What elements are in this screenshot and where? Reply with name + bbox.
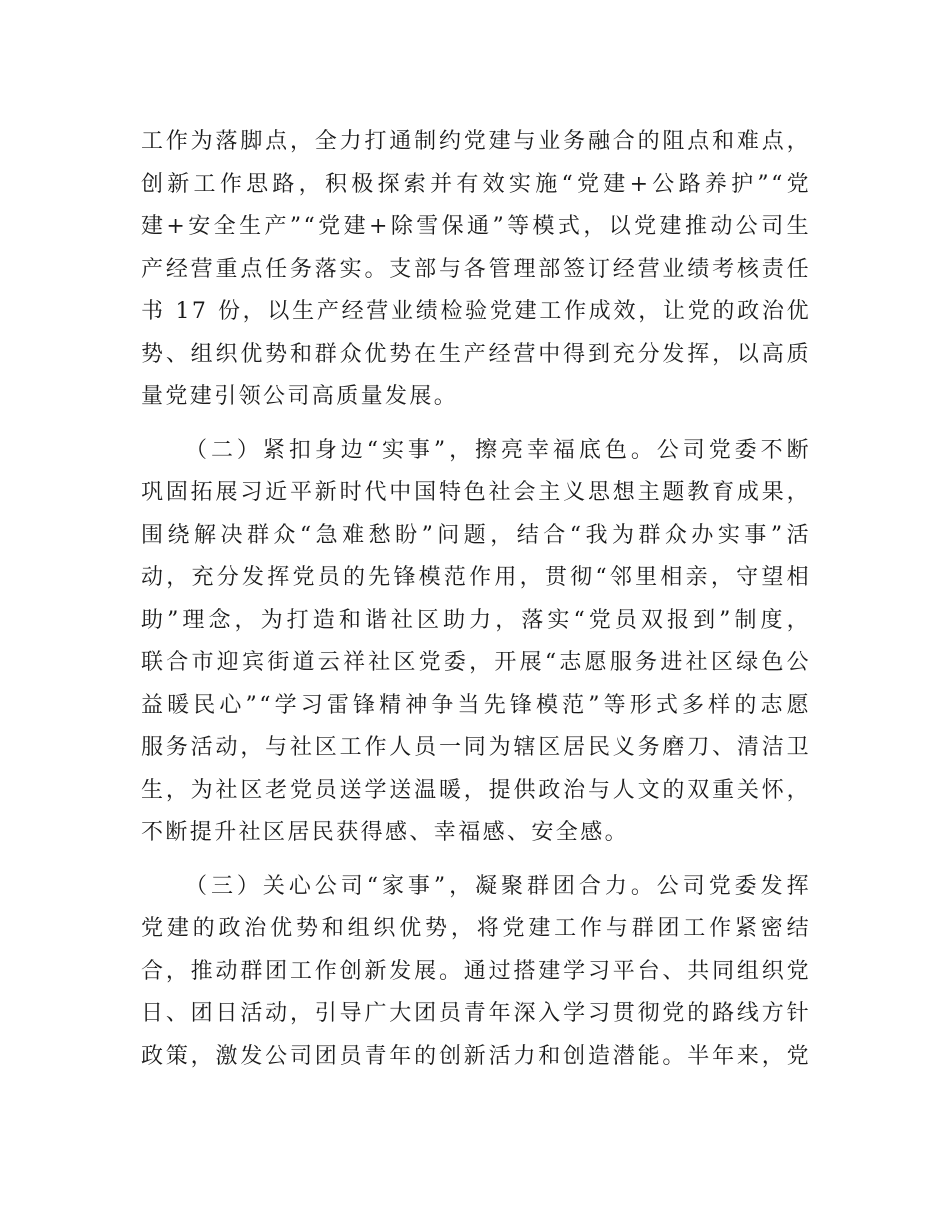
text-line: 党建的政治优势和组织优势，将党建工作与群团工作紧密结 xyxy=(141,916,811,941)
text-line: 日、团日活动，引导广大团员青年深入学习贯彻党的路线方针 xyxy=(141,1001,811,1026)
text-line: 工作为落脚点，全力打通制约党建与业务融合的阻点和难点， xyxy=(141,129,811,154)
paragraph-section-three xyxy=(141,866,811,1079)
text-line: 合，推动群团工作创新发展。通过搭建学习平台、共同组织党 xyxy=(141,958,811,984)
text-line: 助”理念，为打造和谐社区助力，落实“党员双报到”制度， xyxy=(141,607,811,633)
text-line: 不断提升社区居民获得感、幸福感、安全感。 xyxy=(141,820,630,845)
paragraph-spacing xyxy=(141,855,811,866)
paragraph-section-two xyxy=(141,430,811,855)
text-line: （三）关心公司“家事”，凝聚群团合力。公司党委发挥 xyxy=(185,873,811,899)
text-line: 书 17 份，以生产经营业绩检验党建工作成效，让党的政治优 xyxy=(141,299,811,324)
text-line: 服务活动，与社区工作人员一同为辖区居民义务磨刀、清洁卫 xyxy=(141,735,811,760)
text-line: 创新工作思路，积极探索并有效实施“党建+公路养护”“党 xyxy=(141,171,811,197)
text-line: 生，为社区老党员送学送温暖，提供政治与人文的双重关怀， xyxy=(141,777,811,803)
text-line: 政策，激发公司团员青年的创新活力和创造潜能。半年来，党 xyxy=(141,1043,811,1069)
text-line: 联合市迎宾街道云祥社区党委，开展“志愿服务进社区绿色公 xyxy=(141,650,811,675)
paragraph-spacing xyxy=(141,419,811,430)
text-line: 围绕解决群众“急难愁盼”问题，结合“我为群众办实事”活 xyxy=(141,522,811,548)
text-line: 益暖民心”“学习雷锋精神争当先锋模范”等形式多样的志愿 xyxy=(141,692,811,718)
document-body xyxy=(141,121,811,1078)
text-line: 动，充分发挥党员的先锋模范作用，贯彻“邻里相亲，守望相 xyxy=(141,565,811,590)
text-line: 量党建引领公司高质量发展。 xyxy=(141,384,459,409)
paragraph-continuation xyxy=(141,121,811,419)
text-line: 产经营重点任务落实。支部与各管理部签订经营业绩考核责任 xyxy=(141,256,811,282)
text-line: 建+安全生产”“党建+除雪保通”等模式，以党建推动公司生 xyxy=(141,214,811,239)
text-line: （二）紧扣身边“实事”，擦亮幸福底色。公司党委不断 xyxy=(185,437,811,463)
text-line: 势、组织优势和群众优势在生产经营中得到充分发挥，以高质 xyxy=(141,341,811,367)
text-line: 巩固拓展习近平新时代中国特色社会主义思想主题教育成果， xyxy=(141,480,811,505)
